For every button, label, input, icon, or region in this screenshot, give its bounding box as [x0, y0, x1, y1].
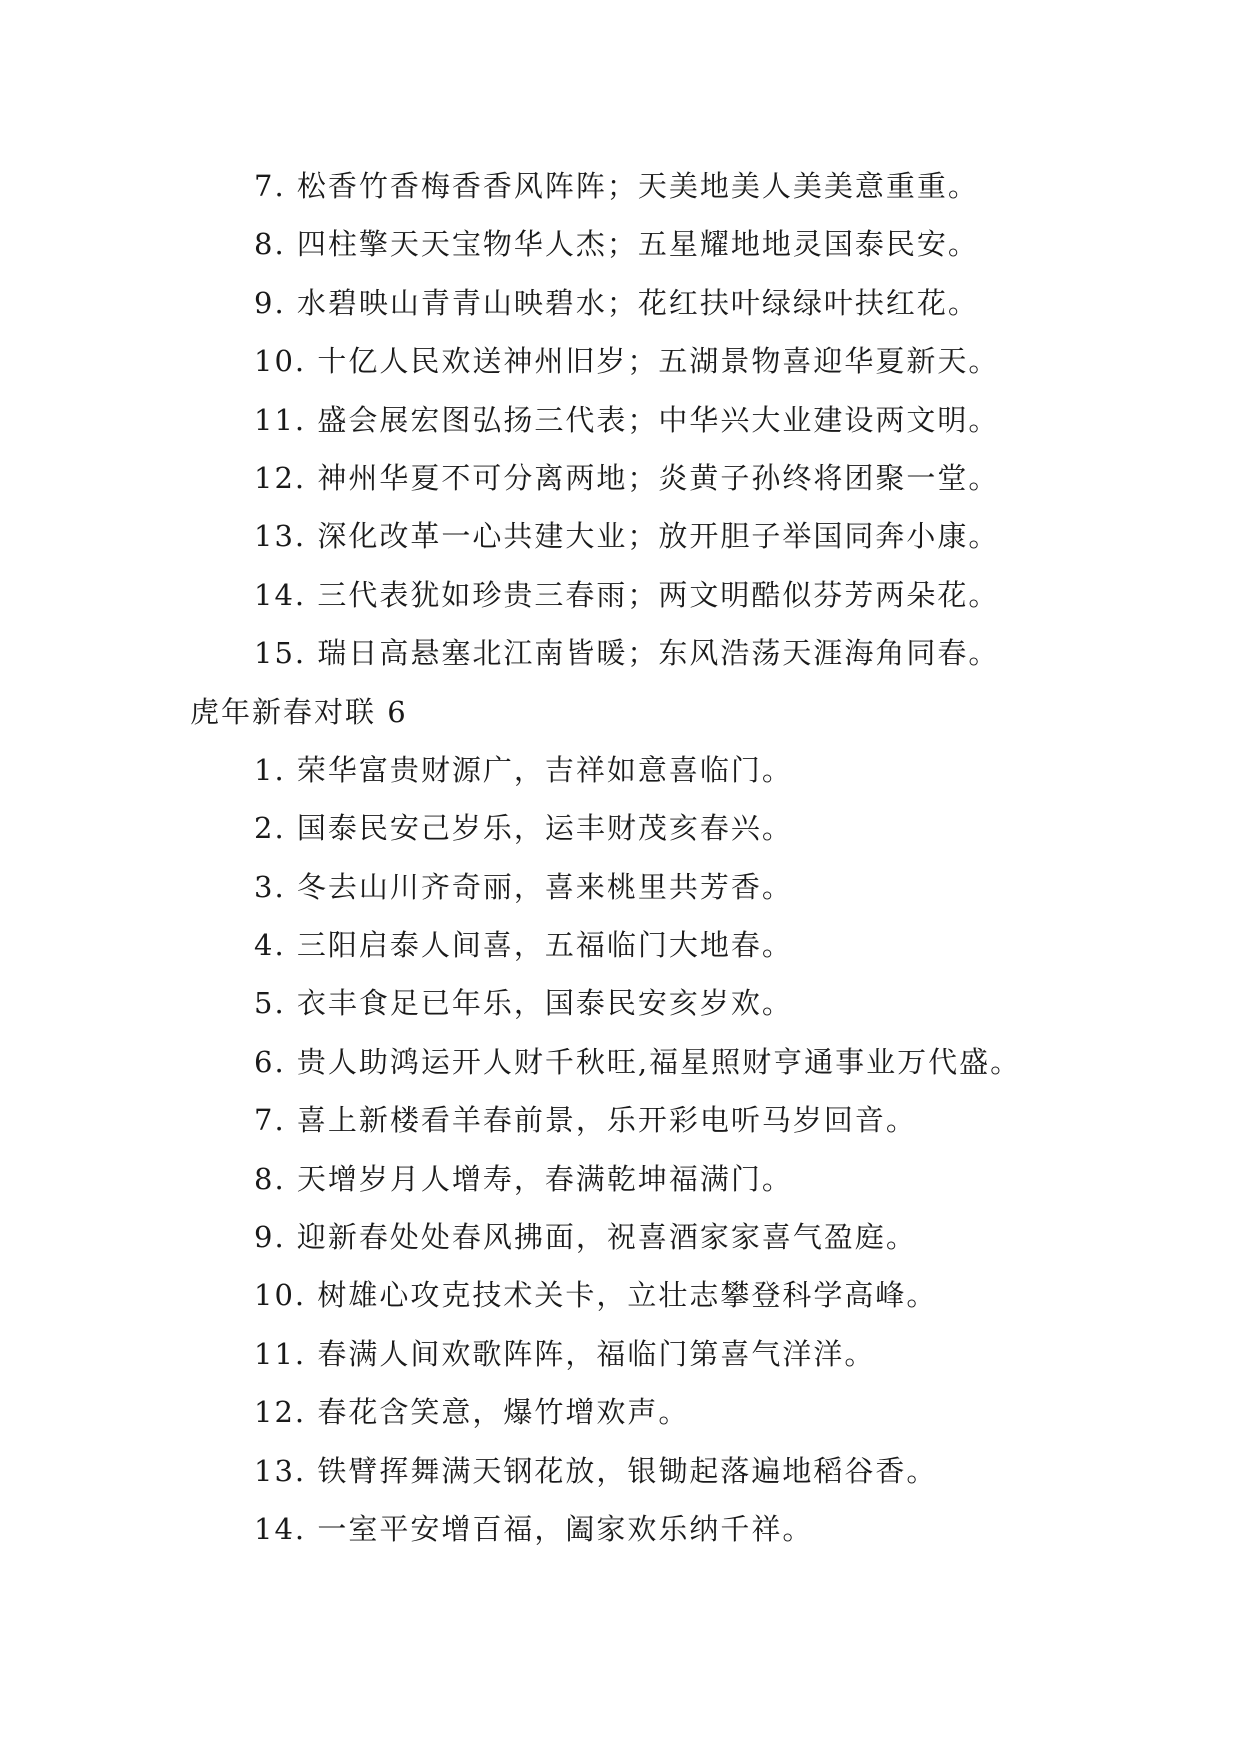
couplet-line: 9. 水碧映山青青山映碧水；花红扶叶绿绿叶扶红花。 — [254, 285, 979, 320]
section-heading: 虎年新春对联 6 — [190, 694, 408, 729]
couplet-line: 10. 树雄心攻克技术关卡，立壮志攀登科学高峰。 — [254, 1278, 938, 1313]
couplet-line: 13. 铁臂挥舞满天钢花放，银锄起落遍地稻谷香。 — [254, 1453, 938, 1488]
couplet-line: 14. 三代表犹如珍贵三春雨；两文明酷似芬芳两朵花。 — [254, 577, 1000, 612]
couplet-line: 12. 春花含笑意，爆竹增欢声。 — [254, 1395, 690, 1430]
couplet-line: 1. 荣华富贵财源广，吉祥如意喜临门。 — [254, 752, 793, 787]
couplet-line: 7. 松香竹香梅香香风阵阵；天美地美人美美意重重。 — [254, 169, 979, 203]
couplet-line: 6. 贵人助鸿运开人财千秋旺,福星照财亨通事业万代盛。 — [254, 1044, 1022, 1079]
couplet-line: 5. 衣丰食足已年乐，国泰民安亥岁欢。 — [254, 986, 793, 1021]
couplet-line: 8. 天增岁月人增寿，春满乾坤福满门。 — [254, 1161, 793, 1196]
couplet-line: 11. 盛会展宏图弘扬三代表；中华兴大业建设两文明。 — [254, 402, 1000, 437]
document-body — [0, 157, 1241, 1558]
couplet-line: 12. 神州华夏不可分离两地；炎黄子孙终将团聚一堂。 — [254, 460, 1000, 495]
couplet-line: 3. 冬去山川齐奇丽，喜来桃里共芳香。 — [254, 869, 793, 904]
couplet-line: 13. 深化改革一心共建大业；放开胆子举国同奔小康。 — [254, 519, 1000, 554]
couplet-line: 9. 迎新春处处春风拂面，祝喜酒家家喜气盈庭。 — [254, 1220, 917, 1255]
couplet-line: 10. 十亿人民欢送神州旧岁；五湖景物喜迎华夏新天。 — [254, 344, 1000, 379]
couplet-line: 7. 喜上新楼看羊春前景，乐开彩电听马岁回音。 — [254, 1103, 917, 1138]
couplet-line: 11. 春满人间欢歌阵阵，福临门第喜气洋洋。 — [254, 1336, 876, 1371]
couplet-line: 15. 瑞日高悬塞北江南皆暖；东风浩荡天涯海角同春。 — [254, 636, 1000, 671]
couplet-line: 8. 四柱擎天天宝物华人杰；五星耀地地灵国泰民安。 — [254, 227, 979, 262]
couplet-line: 14. 一室平安增百福，阖家欢乐纳千祥。 — [254, 1511, 814, 1546]
couplet-line: 2. 国泰民安己岁乐，运丰财茂亥春兴。 — [254, 811, 793, 846]
couplet-line: 4. 三阳启泰人间喜，五福临门大地春。 — [254, 928, 793, 963]
